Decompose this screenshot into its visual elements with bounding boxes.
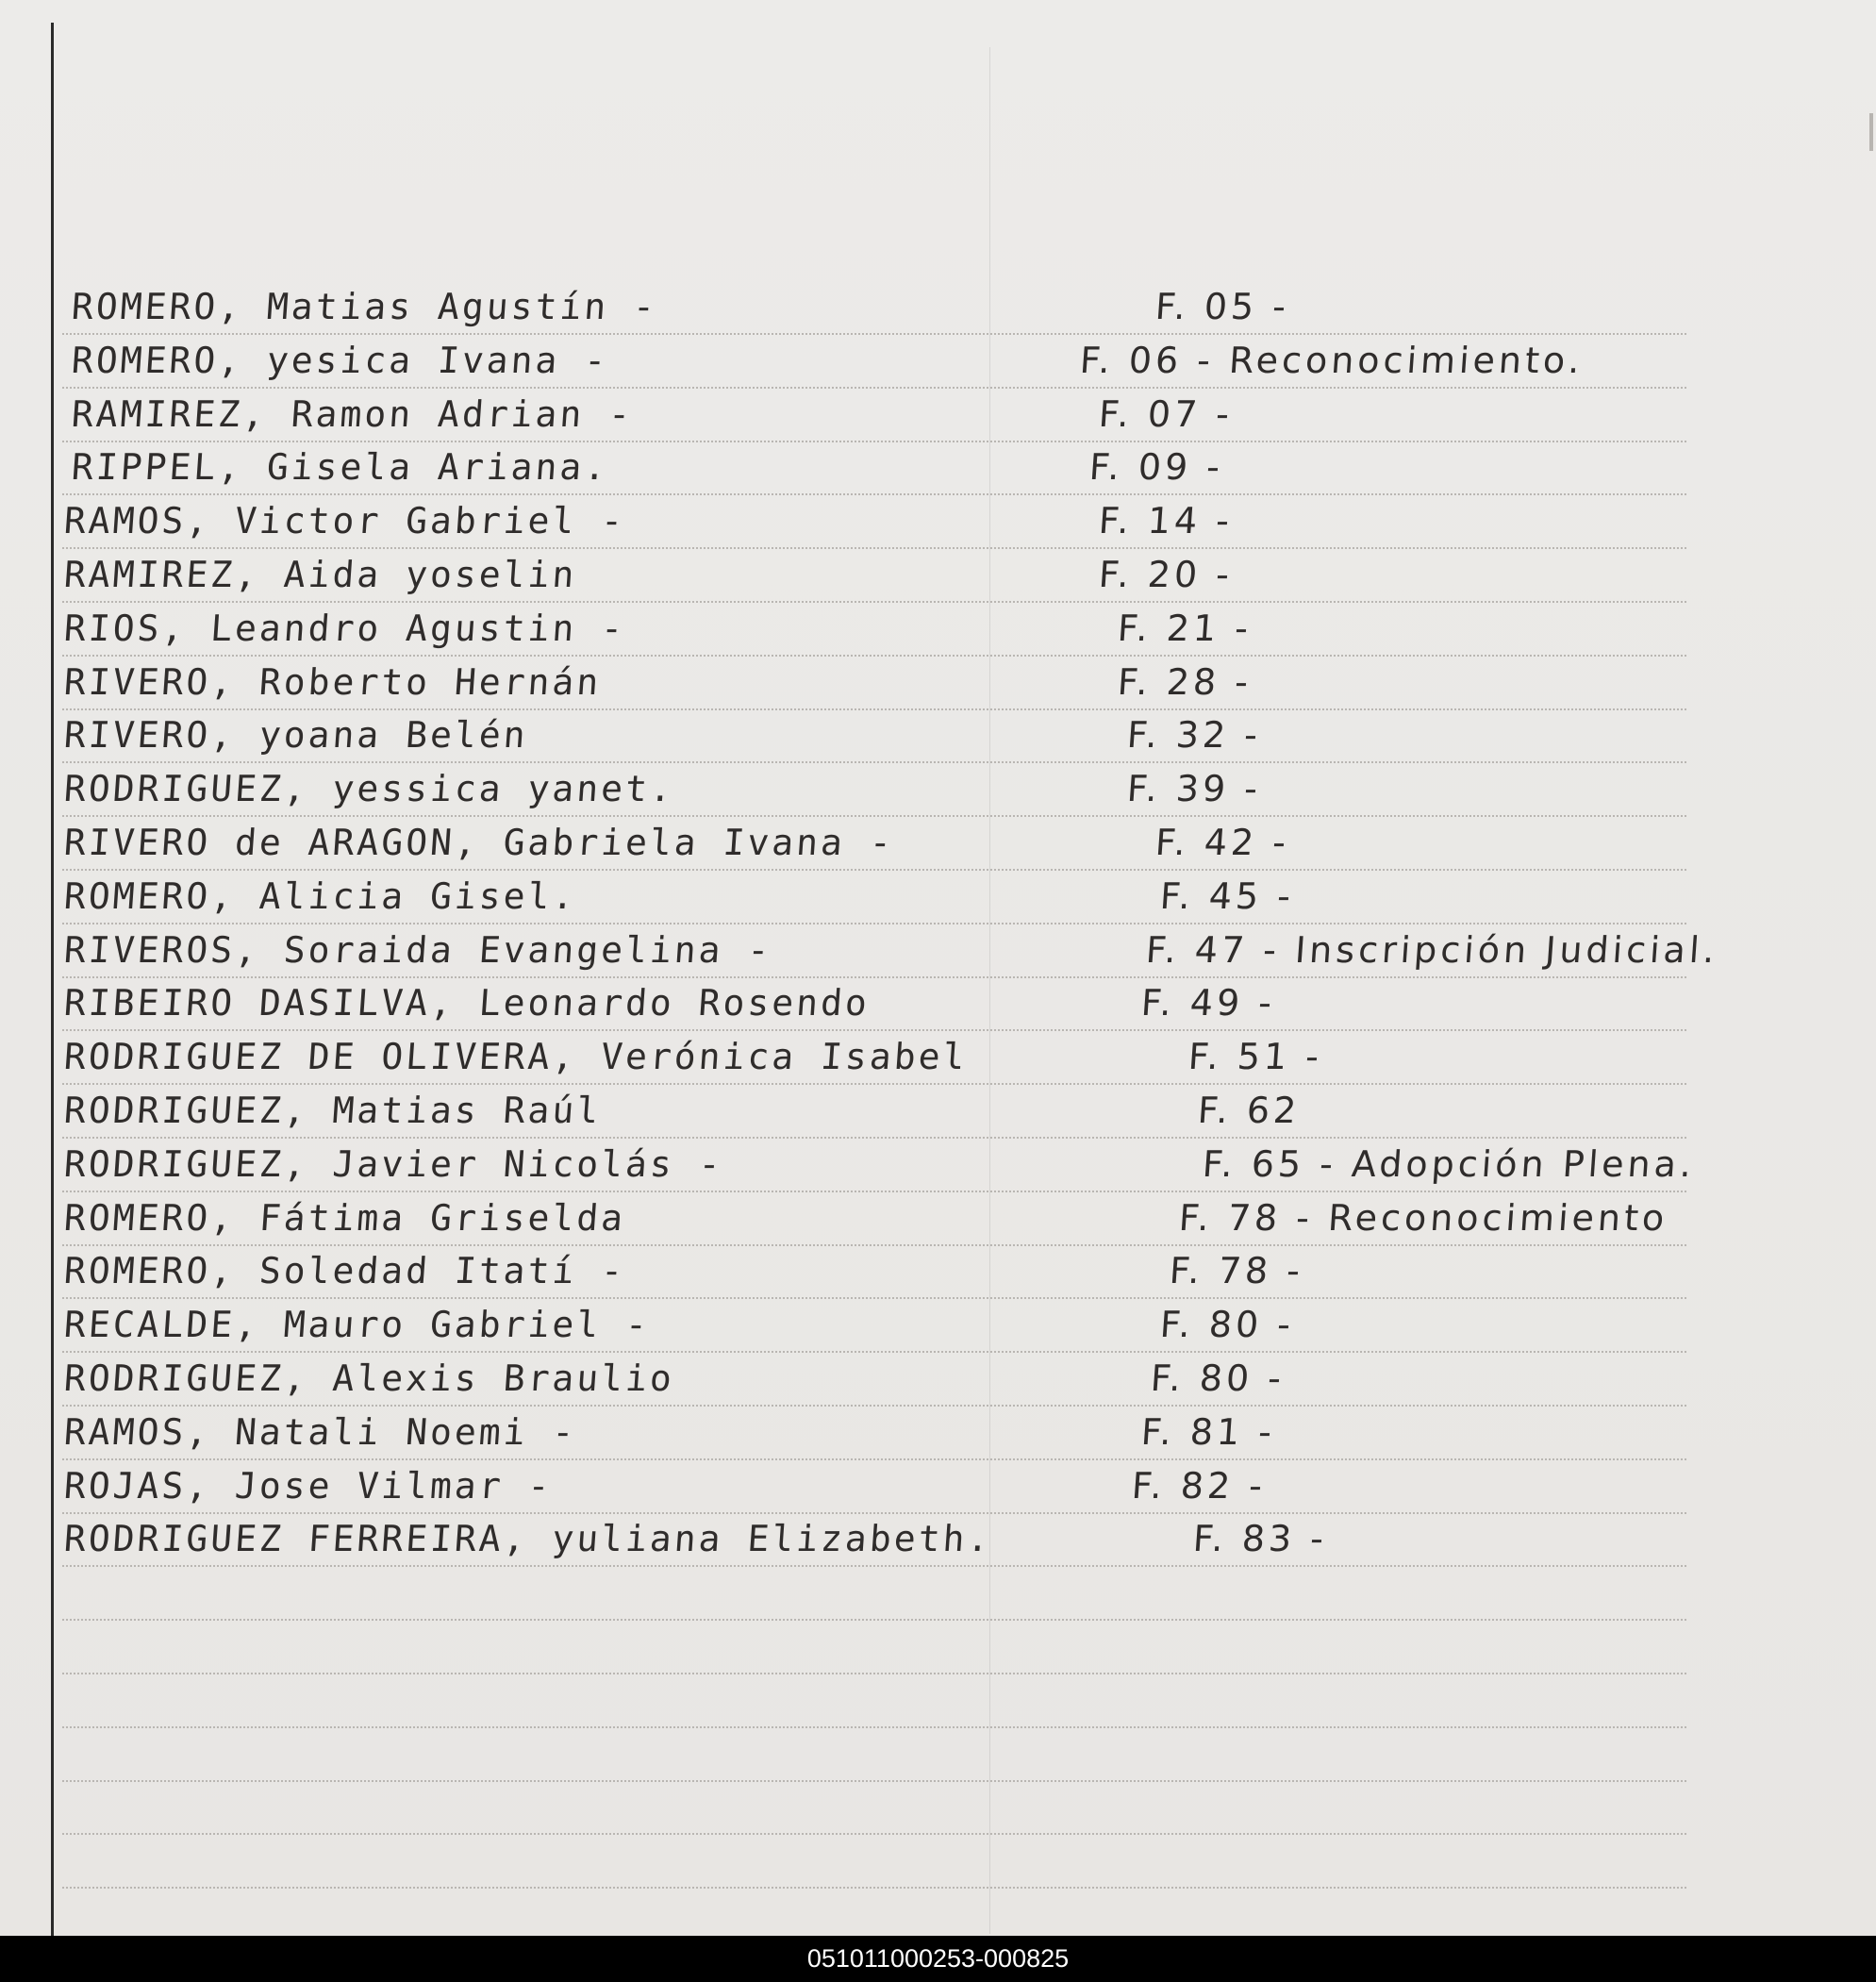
ruled-line: [62, 976, 1686, 978]
page-edge-mark: [1869, 113, 1873, 151]
ruled-line: [62, 1458, 1686, 1460]
entry-folio: F. 81 -: [1139, 1411, 1277, 1453]
ruled-line: [62, 493, 1686, 495]
entry-name: RECALDE, Mauro Gabriel -: [62, 1304, 652, 1345]
entry-name: ROMERO, Soledad Itatí -: [62, 1250, 627, 1291]
ruled-line: [62, 869, 1686, 871]
fold-line: [989, 47, 990, 1934]
entry-name: RAMIREZ, Ramon Adrian -: [70, 393, 635, 435]
ruled-line: [62, 1083, 1686, 1085]
ruled-line: [62, 1673, 1686, 1674]
entry-folio: F. 05 -: [1154, 286, 1291, 327]
ruled-line: [62, 1833, 1686, 1835]
ruled-line: [62, 1137, 1686, 1139]
entry-name: RIPPEL, Gisela Ariana.: [70, 446, 610, 488]
entry-name: RIOS, Leandro Agustin -: [62, 608, 627, 649]
ruled-line: [62, 333, 1686, 335]
entry-folio: F. 83 -: [1191, 1518, 1329, 1559]
entry-name: RIVERO, Roberto Hernán: [62, 661, 603, 703]
ruled-line: [62, 1619, 1686, 1621]
ruled-line: [62, 547, 1686, 549]
entry-folio: F. 80 -: [1158, 1304, 1296, 1345]
entry-folio: F. 28 -: [1116, 661, 1253, 703]
ruled-line: [62, 1029, 1686, 1031]
entry-name: RODRIGUEZ, yessica yanet.: [62, 768, 676, 809]
ruled-line: [62, 1297, 1686, 1299]
ruled-line: [62, 601, 1686, 603]
ruled-line: [62, 708, 1686, 710]
ruled-line: [62, 1887, 1686, 1889]
entry-name: RODRIGUEZ, Javier Nicolás -: [62, 1143, 725, 1185]
document-id-footer: [0, 1936, 1876, 1982]
ruled-line: [62, 387, 1686, 389]
ruled-line: [62, 1780, 1686, 1782]
ruled-line: [62, 1244, 1686, 1246]
entry-folio: F. 45 -: [1158, 875, 1296, 917]
entry-folio: F. 32 -: [1125, 714, 1263, 756]
entry-name: RIVERO de ARAGON, Gabriela Ivana -: [62, 822, 896, 863]
entry-name: RAMIREZ, Aida yoselin: [62, 554, 578, 595]
entry-name: RODRIGUEZ DE OLIVERA, Verónica Isabel: [62, 1036, 970, 1077]
entry-folio: F. 82 -: [1130, 1465, 1268, 1507]
entry-folio: F. 14 -: [1097, 500, 1235, 541]
entry-folio: F. 06 - Reconocimiento.: [1078, 340, 1585, 381]
ruled-line: [62, 1726, 1686, 1728]
entry-folio: F. 78 - Reconocimiento: [1177, 1197, 1669, 1239]
ruled-line: [62, 1405, 1686, 1407]
ruled-line: [62, 1565, 1686, 1567]
entry-folio: F. 09 -: [1087, 446, 1225, 488]
entry-folio: F. 42 -: [1154, 822, 1291, 863]
entry-folio: F. 20 -: [1097, 554, 1235, 595]
entry-name: ROMERO, Fátima Griselda: [62, 1197, 627, 1239]
ruled-line: [62, 1191, 1686, 1192]
entry-name: RAMOS, Natali Noemi -: [62, 1411, 578, 1453]
ruled-line: [62, 761, 1686, 763]
entry-name: ROMERO, Matias Agustín -: [70, 286, 659, 327]
ruled-line: [62, 1512, 1686, 1514]
entry-folio: F. 65 - Adopción Plena.: [1201, 1143, 1697, 1185]
ruled-line: [62, 1351, 1686, 1353]
entry-name: ROMERO, yesica Ivana -: [70, 340, 610, 381]
margin-line: [51, 23, 54, 1936]
entry-folio: F. 39 -: [1125, 768, 1263, 809]
document-id: 051011000253-000825: [806, 1944, 1070, 1973]
entry-name: ROJAS, Jose Vilmar -: [62, 1465, 555, 1507]
entry-name: RAMOS, Victor Gabriel -: [62, 500, 627, 541]
entry-name: RIBEIRO DASILVA, Leonardo Rosendo: [62, 982, 872, 1024]
entry-folio: F. 62: [1196, 1090, 1302, 1131]
entry-folio: F. 80 -: [1149, 1357, 1287, 1399]
entry-name: ROMERO, Alicia Gisel.: [62, 875, 578, 917]
entry-name: RODRIGUEZ, Alexis Braulio: [62, 1357, 676, 1399]
entry-name: RIVEROS, Soraida Evangelina -: [62, 929, 774, 971]
entry-folio: F. 07 -: [1097, 393, 1235, 435]
entry-name: RIVERO, yoana Belén: [62, 714, 530, 756]
ruled-line: [62, 655, 1686, 657]
entry-folio: F. 78 -: [1168, 1250, 1305, 1291]
ruled-line: [62, 923, 1686, 924]
entry-folio: F. 49 -: [1139, 982, 1277, 1024]
ruled-line: [62, 815, 1686, 817]
entry-name: RODRIGUEZ, Matias Raúl: [62, 1090, 603, 1131]
entry-folio: F. 51 -: [1187, 1036, 1324, 1077]
entry-folio: F. 21 -: [1116, 608, 1253, 649]
entry-name: RODRIGUEZ FERREIRA, yuliana Elizabeth.: [62, 1518, 993, 1559]
entry-folio: F. 47 - Inscripción Judicial.: [1144, 929, 1720, 971]
ruled-line: [62, 441, 1686, 442]
